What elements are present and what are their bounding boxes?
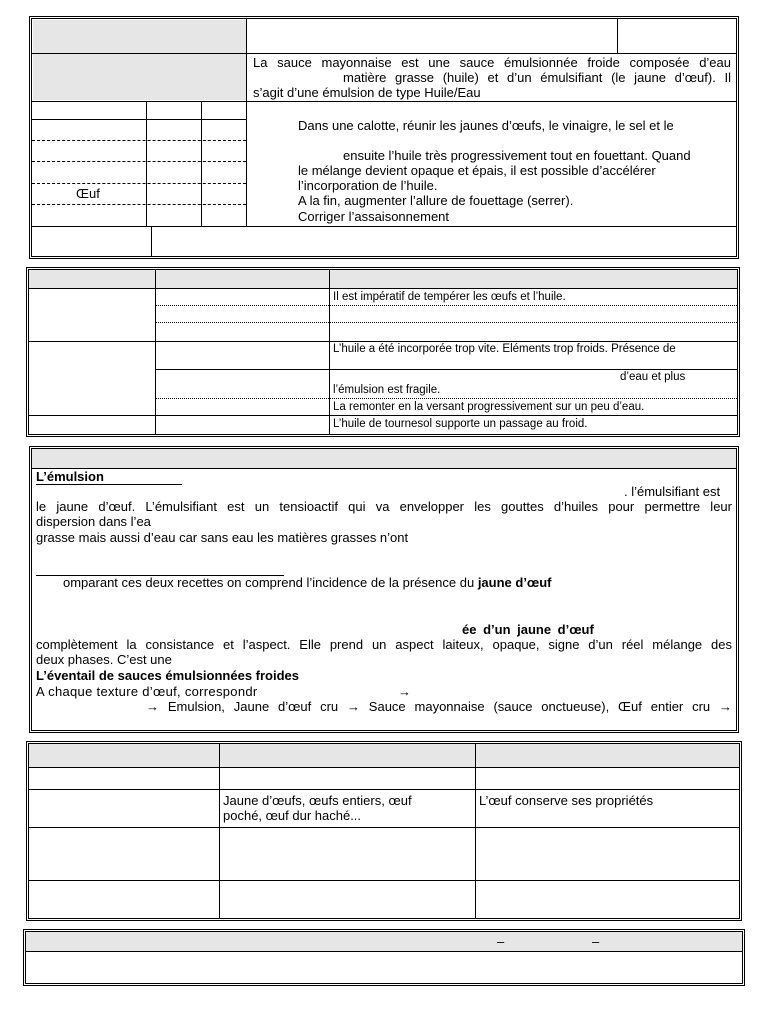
step-line: Dans une calotte, réunir les jaunes d’œufs, le vinaigre, le sel et le [298,118,674,133]
remedy-text: La remonter en la versant progressivement sur un peu d’eau. [333,401,645,413]
theory-line: A chaque texture d’œuf, correspondr [36,684,258,699]
theory-line: le jaune d’œuf. L’émulsifiant est un tensioactif qui va envelopper les gouttes d’huiles pour permettre leur [36,499,732,514]
advice-temper: Il est impératif de tempérer les œufs et l’huile. [333,291,566,303]
theory-line: grasse mais aussi d’eau car sans eau les matières grasses n’ont [36,530,409,545]
cause-text: L’huile a été incorporée trop vite. Eléments trop froids. Présence de [333,343,676,355]
egg-forms-2: poché, œuf dur haché... [223,808,362,823]
mayonnaise-definition-2: matière grasse (huile) et d’un émulsifiant (le jaune d’œuf). Il [343,70,731,85]
arrow-icon: → [398,684,411,699]
ingredient-egg: Œuf [76,186,100,201]
egg-texture-table [26,741,742,921]
step-line: A la fin, augmenter l’allure de fouettage (serrer). [298,193,574,208]
cause-text-3: l’émulsion est fragile. [333,384,441,396]
theory-line: dispersion dans l’ea [36,514,151,529]
mayonnaise-definition: La sauce mayonnaise est une sauce émulsionnée froide composée d’eau [253,55,731,70]
egg-texture-header [29,744,739,767]
egg-forms: Jaune d’œufs, œufs entiers, œuf [223,793,412,808]
recipe-title-cell [33,20,246,53]
step-line: le mélange devient opaque et épais, il est possible d’accélérer [298,163,656,178]
theory-line: complètement la consistance et l’aspect. Elle prend un aspect laiteux, opaque, signe d’un réel mélange des [36,637,732,652]
step-line: l’incorporation de l’huile. [298,178,438,193]
step-line: ensuite l’huile très progressivement tout en fouettant. Quand [343,148,691,163]
theory-header [32,449,736,468]
troubleshooting-header [29,270,737,288]
oil-note: L’huile de tournesol supporte un passage au froid. [333,418,588,430]
theory-line: . l’émulsifiant est [624,484,721,499]
egg-properties: L’œuf conserve ses propriétés [479,793,654,808]
cause-text-2: d’eau et plus [620,371,686,383]
cold-sauces-heading: L’éventail de sauces émulsionnées froides [36,668,299,683]
theory-line: omparant ces deux recettes on comprend l’incidence de la présence du jaune d’œuf [63,575,552,590]
footer-header [26,932,742,951]
definition-label-cell [33,54,246,100]
footer-dash: – [592,934,600,949]
step-line: Corriger l’assaisonnement [298,209,450,224]
footer-dash: – [497,934,505,949]
theory-line: deux phases. C’est une [36,652,172,667]
theory-line: → Emulsion, Jaune d’œuf cru → Sauce mayonnaise (sauce onctueuse), Œuf entier cru → [146,699,732,714]
emulsion-heading: L’émulsion [36,469,104,484]
mayonnaise-definition-3: s’agit d’une émulsion de type Huile/Eau [253,85,481,100]
theory-line: ée d’un jaune d’œuf [462,622,594,637]
